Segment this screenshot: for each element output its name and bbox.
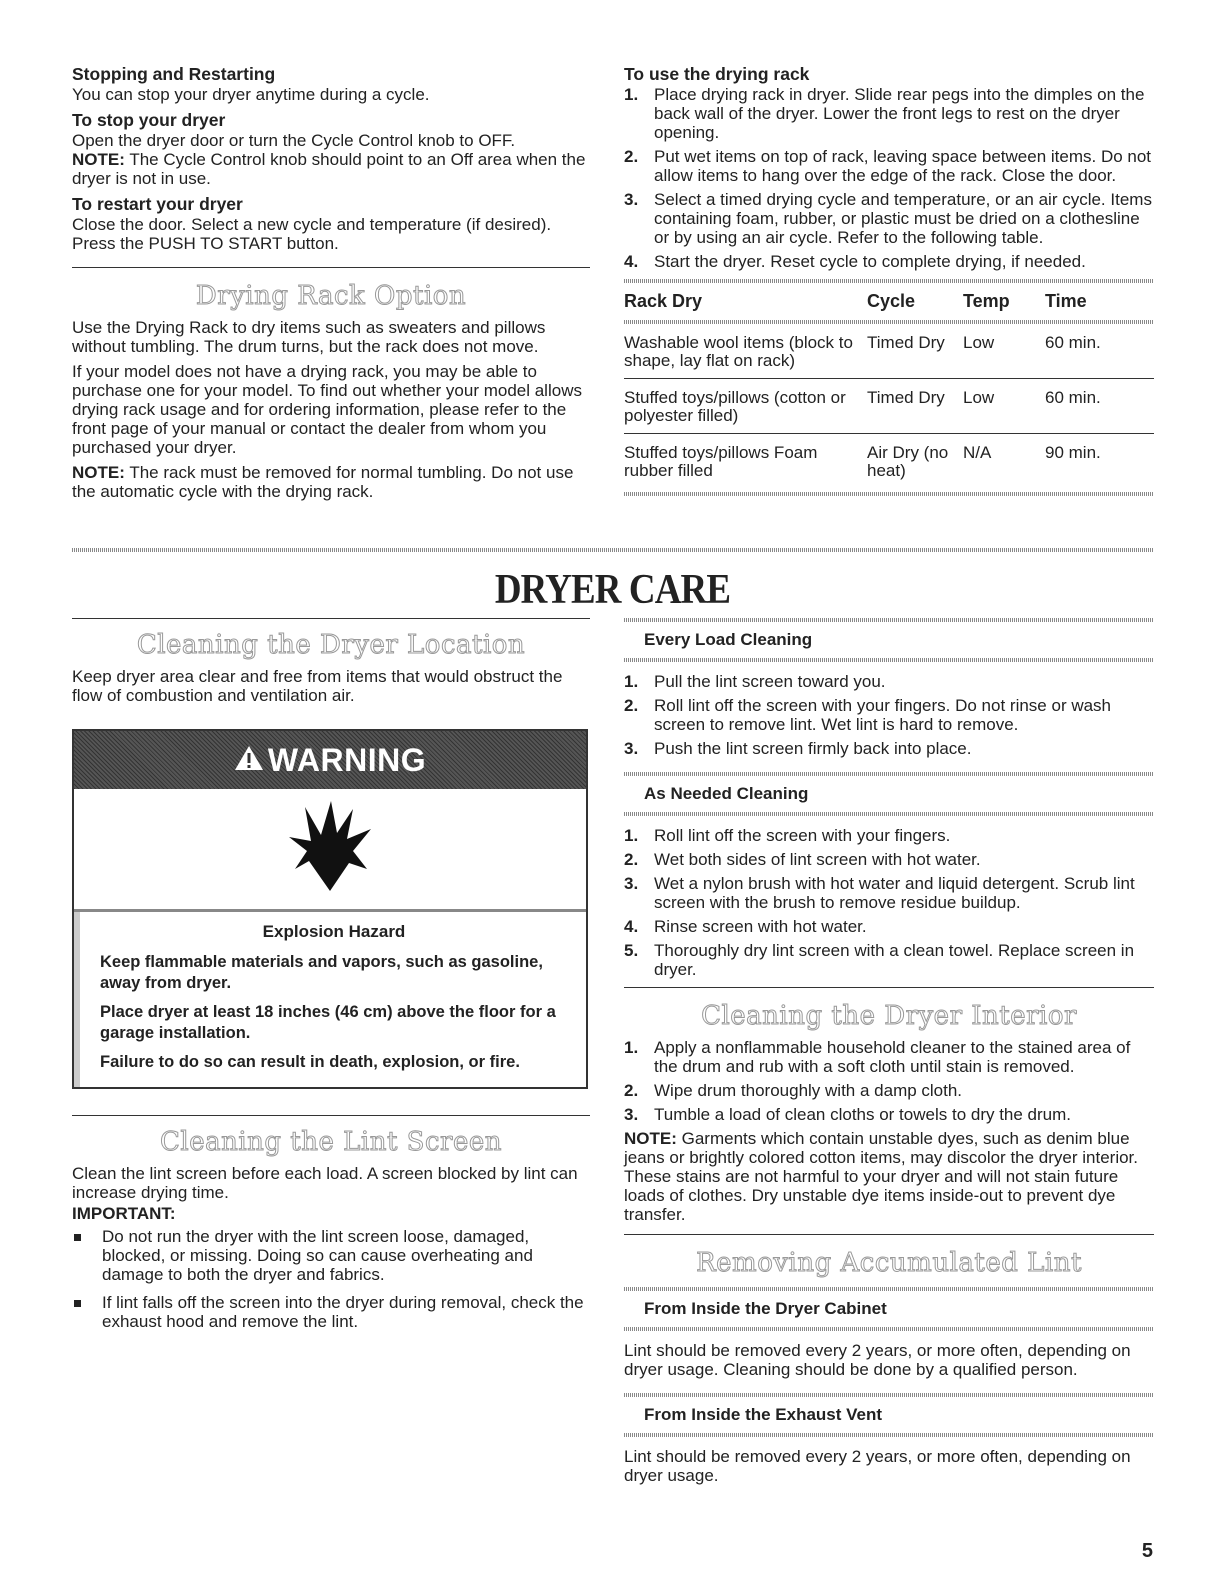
interior-title: Cleaning the Dryer Interior	[701, 1001, 1077, 1031]
list-item	[624, 874, 1154, 912]
table-cell: Timed Dry	[867, 379, 963, 434]
note-label: NOTE:	[624, 1129, 677, 1148]
stop-note	[72, 150, 590, 188]
interior-note	[624, 1129, 1154, 1224]
step-text: Place drying rack in dryer. Slide rear pegs into the dimples on the back wall of the dryer. Lower the front legs to rest on the dryer opening.	[654, 85, 1145, 142]
drying-rack-p2: If your model does not have a drying rack, you may be able to purchase one for your model. To find out whether your model allows drying rack usage and for ordering information, please refer to the front page of your manual or contact the dealer from whom you purchased your dryer.	[72, 362, 582, 457]
table-cell: 60 min.	[1045, 333, 1101, 352]
warning-header	[74, 731, 586, 789]
drying-rack-p1: Use the Drying Rack to dry items such as sweaters and pillows without tumbling. The drum turns, but the rack does not move.	[72, 318, 546, 356]
explosion-icon	[287, 799, 373, 900]
dryer-care-title: DRYER CARE	[494, 567, 731, 613]
step-text: Roll lint off the screen with your fingers. Do not rinse or wash screen to remove lint. Wet lint is hard to remove.	[654, 696, 1112, 734]
step-number: 3.	[624, 1105, 639, 1124]
bottom-left-column	[72, 618, 590, 1340]
accumulated-title: Removing Accumulated Lint	[696, 1248, 1082, 1278]
restart-text: Close the door. Select a new cycle and temperature (if desired). Press the PUSH TO START button.	[72, 215, 552, 253]
section-divider	[624, 987, 1154, 988]
warning-line: Failure to do so can result in death, explosion, or fire.	[100, 1053, 520, 1071]
table-cell: N/A	[963, 434, 1045, 489]
note-label: NOTE:	[72, 463, 125, 482]
page-divider	[72, 548, 1154, 552]
note-text: The Cycle Control knob should point to an Off area when the dryer is not in use.	[72, 150, 586, 188]
table-row	[624, 324, 1154, 379]
table-cell: Air Dry (no heat)	[867, 434, 963, 489]
cabinet-text: Lint should be removed every 2 years, or more often, depending on dryer usage. Cleaning should be done by a qualified person.	[624, 1341, 1131, 1379]
as-needed-heading: As Needed Cleaning	[644, 784, 809, 803]
dotted-divider	[624, 1327, 1154, 1331]
as-needed-steps	[624, 826, 1154, 979]
step-text: Thoroughly dry lint screen with a clean towel. Replace screen in dryer.	[654, 941, 1135, 979]
table-cell: Stuffed toys/pillows (cotton or polyester filled)	[624, 379, 867, 434]
section-divider	[72, 1115, 590, 1116]
top-right-column	[624, 64, 1154, 496]
table-header-row	[624, 283, 1154, 320]
vent-text: Lint should be removed every 2 years, or more often, depending on dryer usage.	[624, 1447, 1131, 1485]
page-number: 5	[1141, 1540, 1153, 1562]
step-number: 1.	[624, 1038, 639, 1057]
step-text: Apply a nonflammable household cleaner to the stained area of the drum and rub with a soft cloth until stain is removed.	[654, 1038, 1131, 1076]
step-number: 1.	[624, 85, 639, 104]
step-text: Wipe drum thoroughly with a damp cloth.	[654, 1081, 963, 1100]
table-cell: Stuffed toys/pillows Foam rubber filled	[624, 434, 867, 489]
list-item	[624, 85, 1154, 142]
table-cell: Low	[963, 379, 1045, 434]
dotted-divider	[624, 658, 1154, 662]
step-number: 1.	[624, 672, 639, 691]
stop-heading: To stop your dryer	[72, 110, 226, 130]
every-load-steps	[624, 672, 1154, 758]
table-cell: 90 min.	[1045, 434, 1154, 489]
step-number: 5.	[624, 941, 639, 960]
lint-screen-title: Cleaning the Lint Screen	[159, 1127, 502, 1157]
step-number: 2.	[624, 147, 639, 166]
vent-heading: From Inside the Exhaust Vent	[644, 1405, 883, 1424]
list-item	[624, 190, 1154, 247]
list-item	[624, 252, 1154, 271]
stopping-intro: You can stop your dryer anytime during a cycle.	[72, 85, 430, 104]
list-item	[624, 672, 1154, 691]
column-header: Cycle	[867, 291, 916, 311]
section-divider	[72, 618, 590, 619]
step-number: 3.	[624, 874, 639, 893]
column-header: Temp	[963, 291, 1010, 311]
use-rack-steps	[624, 85, 1154, 271]
step-number: 3.	[624, 739, 639, 758]
note-label: NOTE:	[72, 150, 125, 169]
lint-screen-bullets	[72, 1227, 590, 1331]
location-title: Cleaning the Dryer Location	[136, 630, 526, 660]
section-divider	[624, 1234, 1154, 1235]
lint-screen-text: Clean the lint screen before each load. A screen blocked by lint can increase drying time.	[72, 1164, 578, 1202]
warning-pictogram	[74, 789, 586, 912]
step-text: Rinse screen with hot water.	[654, 917, 867, 936]
list-item	[624, 1038, 1154, 1076]
list-item	[624, 696, 1154, 734]
column-header: Rack Dry	[624, 291, 703, 311]
warning-box	[72, 729, 588, 1089]
interior-steps	[624, 1038, 1154, 1124]
hazard-title: Explosion Hazard	[262, 922, 406, 941]
column-header: Time	[1045, 291, 1087, 311]
list-item	[624, 917, 1154, 936]
use-rack-heading: To use the drying rack	[624, 64, 810, 84]
dotted-divider	[624, 812, 1154, 816]
warning-line: Keep flammable materials and vapors, such as gasoline, away from dryer.	[100, 953, 543, 992]
table-cell: Timed Dry	[867, 333, 945, 352]
table-cell: 60 min.	[1045, 379, 1154, 434]
warning-line: Place dryer at least 18 inches (46 cm) above the floor for a garage installation.	[100, 1003, 556, 1042]
list-item	[624, 826, 1154, 845]
rack-dry-table	[624, 283, 1154, 488]
step-text: Tumble a load of clean cloths or towels to dry the drum.	[654, 1105, 1072, 1124]
restart-heading: To restart your dryer	[72, 194, 243, 214]
list-item	[624, 941, 1154, 979]
location-text: Keep dryer area clear and free from items that would obstruct the flow of combustion and ventilation air.	[72, 667, 563, 705]
step-number: 3.	[624, 190, 639, 209]
dotted-divider	[624, 492, 1154, 496]
list-item	[624, 1081, 1154, 1100]
table-cell: Washable wool items (block to shape, lay flat on rack)	[624, 333, 853, 370]
table-row	[624, 379, 1154, 434]
list-item	[624, 1105, 1154, 1124]
note-text: The rack must be removed for normal tumbling. Do not use the automatic cycle with the drying rack.	[72, 463, 574, 501]
list-item	[624, 147, 1154, 185]
list-item	[624, 850, 1154, 869]
step-text: Select a timed drying cycle and temperature, or an air cycle. Items containing foam, rubber, or plastic must be dried on a clothesline or by using an air cycle. Refer to the following table.	[654, 190, 1152, 247]
step-text: Roll lint off the screen with your fingers.	[654, 826, 951, 845]
list-item: If lint falls off the screen into the dryer during removal, check the exhaust hood and remove the lint.	[72, 1293, 590, 1331]
drying-rack-title: Drying Rack Option	[195, 281, 467, 311]
every-load-heading: Every Load Cleaning	[644, 630, 813, 649]
step-text: Wet both sides of lint screen with hot water.	[654, 850, 981, 869]
step-number: 2.	[624, 696, 639, 715]
step-number: 2.	[624, 1081, 639, 1100]
step-number: 1.	[624, 826, 639, 845]
warning-triangle-icon	[234, 744, 264, 777]
step-number: 4.	[624, 917, 639, 936]
list-item	[624, 739, 1154, 758]
step-text: Push the lint screen firmly back into place.	[654, 739, 972, 758]
list-item: Do not run the dryer with the lint screen loose, damaged, blocked, or missing. Doing so can cause overheating and damage to both the dryer and fabrics.	[72, 1227, 590, 1284]
top-left-column	[72, 64, 590, 501]
step-text: Pull the lint screen toward you.	[654, 672, 886, 691]
stop-text: Open the dryer door or turn the Cycle Control knob to OFF.	[72, 131, 516, 150]
cabinet-heading: From Inside the Dryer Cabinet	[644, 1299, 887, 1318]
table-row	[624, 434, 1154, 489]
note-text: Garments which contain unstable dyes, such as denim blue jeans or brightly colored cotton items, may discolor the dryer interior. These stains are not harmful to your dryer and will not stain future loads of clothes. Dry unstable dye items inside-out to prevent dye transfer.	[624, 1129, 1139, 1224]
stopping-heading: Stopping and Restarting	[72, 64, 276, 84]
bottom-right-column	[624, 618, 1154, 1485]
warning-word: WARNING	[267, 741, 427, 778]
step-number: 4.	[624, 252, 639, 271]
table-cell: Low	[963, 333, 995, 352]
step-text: Put wet items on top of rack, leaving space between items. Do not allow items to hang over the edge of the rack. Close the door.	[654, 147, 1152, 185]
step-text: Wet a nylon brush with hot water and liquid detergent. Scrub lint screen with the brush to remove residue buildup.	[654, 874, 1135, 912]
warning-body	[74, 912, 586, 1087]
section-divider	[72, 267, 590, 268]
important-label: IMPORTANT:	[72, 1204, 176, 1223]
dotted-divider	[624, 1433, 1154, 1437]
drying-rack-note	[72, 463, 590, 501]
step-number: 2.	[624, 850, 639, 869]
step-text: Start the dryer. Reset cycle to complete drying, if needed.	[654, 252, 1086, 271]
